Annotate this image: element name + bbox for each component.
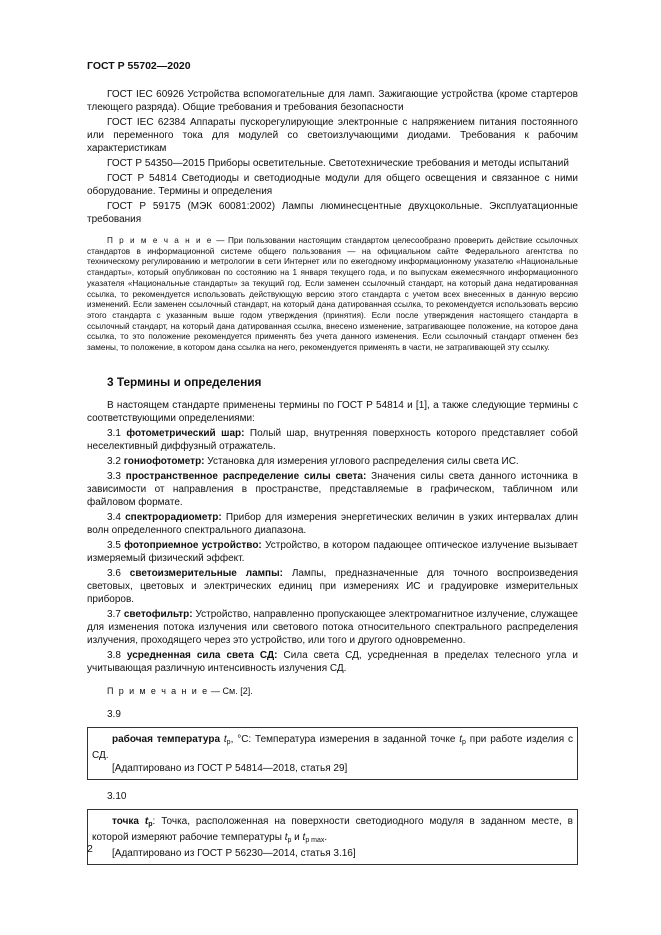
term-box-definition xyxy=(92,815,573,847)
term-entry xyxy=(87,455,578,468)
reference-item: ГОСТ IEC 62384 Аппараты пускорегулирующие электронные с напряжением питания постоянного или переменного тока для модулей со светоизлучающими диодами. Требования к рабочим характеристикам xyxy=(87,117,578,154)
symbol: t xyxy=(223,733,227,745)
symbol: t xyxy=(302,831,306,843)
term-definition: Сила света СД, усредненная в пределах телесного угла и учитывающая различную интенсивность излучения СД. xyxy=(87,649,579,674)
term-number: 3.4 xyxy=(107,511,121,523)
term-definition: , °С: Температура измерения в заданной точке xyxy=(230,733,460,745)
term-name: точка xyxy=(112,815,139,827)
term-name: пространственное распределение силы света: xyxy=(125,470,367,482)
term-definition: Установка для измерения углового распределения силы света ИС. xyxy=(204,455,519,467)
term-entry xyxy=(87,539,578,565)
note-references xyxy=(87,236,578,354)
term-number: 3.2 xyxy=(107,455,121,467)
document-header: ГОСТ Р 55702—2020 xyxy=(87,60,191,72)
term-definition-end: при работе изделия с СД. xyxy=(92,733,574,761)
terms-list xyxy=(87,427,578,675)
term-definition: Устройство, направленно пропускающее электромагнитное излучение, служащее для изменения потока излучения или светового потока относительного спектрального распределения излучения, проходящего через это устройство, или того и другого одновременно. xyxy=(87,608,578,646)
term-name: рабочая температура xyxy=(112,733,221,745)
symbol-subscript: p xyxy=(226,738,231,746)
term-name: светофильтр: xyxy=(123,608,193,620)
reference-item: ГОСТ Р 54814 Светодиоды и светодиодные модули для общего освещения и связанное с ними оборудование. Термины и определения xyxy=(87,173,578,197)
term-source: [Адаптировано из ГОСТ Р 54814—2018, статья 29] xyxy=(112,762,348,774)
note-label: П р и м е ч а н и е xyxy=(107,685,209,696)
term-definition: Значения силы света данного источника в зависимости от направления в пространстве, представляемые в графическом, табличном или файловом формате. xyxy=(87,470,578,508)
term-definition: : Точка, расположенная на поверхности светодиодного модуля в заданном месте, в которой измеряют рабочие температуры xyxy=(92,815,573,843)
term-definition: Лампы, предназначенные для точного воспроизведения световых, цветовых и электрических единиц при измерениях ИС и градуировке измерительных приборов. xyxy=(87,567,578,605)
symbol-subscript-max: p max xyxy=(305,836,325,844)
term-number: 3.5 xyxy=(107,539,121,551)
symbol: t xyxy=(459,733,463,745)
symbol-subscript: p xyxy=(148,820,153,828)
term-number: 3.1 xyxy=(107,427,121,439)
reference-item: ГОСТ Р 59175 (МЭК 60081:2002) Лампы люминесцентные двухцокольные. Эксплуатационные требования xyxy=(87,201,578,225)
section-title: 3 Термины и определения xyxy=(107,374,262,389)
term-name: светоизмерительные лампы: xyxy=(129,567,283,579)
term-number: 3.7 xyxy=(107,608,121,620)
term-name: фотоприемное устройство: xyxy=(124,539,262,551)
term-definition-end: . xyxy=(324,831,328,843)
page-number: 2 xyxy=(87,843,93,855)
term-entry xyxy=(87,470,578,509)
term-source: [Адаптировано из ГОСТ Р 56230—2014, статья 3.16] xyxy=(112,847,356,859)
term-definition: Устройство, в котором падающее оптическое излучение вызывает измеряемый физический эффект. xyxy=(87,539,578,564)
note-label: П р и м е ч а н и е xyxy=(107,236,213,245)
symbol-subscript: p xyxy=(462,738,466,746)
term-number-3-9: 3.9 xyxy=(107,708,121,720)
term-number-3-10: 3.10 xyxy=(107,790,127,802)
reference-item: ГОСТ IEC 60926 Устройства вспомогательные для ламп. Зажигающие устройства (кроме стартеров тлеющего разряда). Общие требования и требования безопасности xyxy=(87,89,578,113)
term-number: 3.6 xyxy=(107,567,121,579)
note-text: — При пользовании настоящим стандартом целесообразно проверить действие ссылочных стандартов в информационной системе общего пользования — на официальном сайте Федерального агентства по техническому регулированию и метрологии в сети Интернет или по ежегодному информационному указателю «Национальные стандарты», который опубликован по состоянию на 1 января текущего года, и по выпускам ежемесячного информационного указателя «Национальные стандарты» за текущий год. Если заменен ссылочный стандарт, на который дана недатированная ссылка, то рекомендуется использовать действующую версию этого стандарта с учетом всех внесенных в данную версию изменений. Если заменен ссылочный стандарт, на который дана датированная ссылка, то рекомендуется использовать версию этого стандарта с указанным выше годом утверждения (принятия). Если после утверждения настоящего стандарта в ссылочный стандарт, на который дана датированная ссылка, внесено изменение, затрагивающее положение, на которое дана ссылка, то это положение рекомендуется применять без учета данного изменения. Если ссылочный стандарт отменен без замены, то положение, в котором дана ссылка на него, рекомендуется применять в части, не затрагивающей эту ссылку. xyxy=(87,236,578,353)
term-entry xyxy=(87,427,578,453)
note-text: — См. [2]. xyxy=(208,685,253,696)
term-box-working-temperature xyxy=(87,727,578,780)
reference-item: ГОСТ Р 54350—2015 Приборы осветительные. Светотехнические требования и методы испытаний xyxy=(107,158,569,169)
term-entry xyxy=(87,511,578,537)
term-number: 3.8 xyxy=(107,649,121,661)
term-name: спектрорадиометр: xyxy=(125,511,222,523)
term-name: фотометрический шар: xyxy=(126,427,245,439)
symbol: t xyxy=(144,815,149,827)
term-name: гониофотометр: xyxy=(123,455,205,467)
conjunction: и xyxy=(291,831,303,843)
term-entry xyxy=(87,608,578,647)
term-definition: Прибор для измерения энергетических величин в узких интервалах длин волн определенного спектрального диапазона. xyxy=(87,511,578,536)
section-intro: В настоящем стандарте применены термины по ГОСТ Р 54814 и [1], а также следующие термины с соответствующими определениями: xyxy=(87,399,578,424)
term-number: 3.3 xyxy=(107,470,121,482)
note-terms xyxy=(107,685,578,698)
references-list xyxy=(87,88,578,226)
term-entry xyxy=(87,649,578,675)
term-box-point-tp xyxy=(87,809,578,865)
term-definition: Полый шар, внутренняя поверхность которого представляет собой неселективный диффузный отражатель. xyxy=(87,427,578,452)
symbol-subscript: p xyxy=(287,836,292,844)
term-box-definition xyxy=(92,733,573,762)
term-entry xyxy=(87,567,578,606)
term-name: усредненная сила света СД: xyxy=(126,649,278,661)
symbol: t xyxy=(284,831,288,843)
page-content xyxy=(87,88,578,865)
